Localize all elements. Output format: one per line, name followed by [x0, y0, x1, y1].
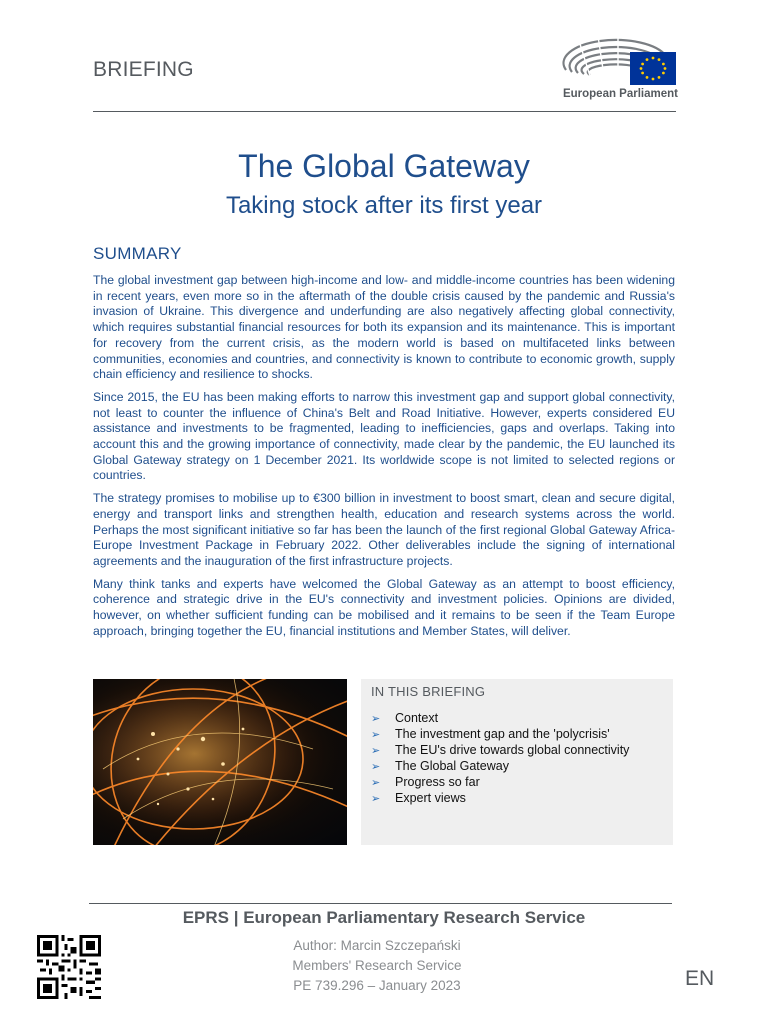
arrow-bullet-icon: ➢ — [371, 792, 381, 805]
toc-item-label: Progress so far — [395, 775, 480, 789]
footer-service: Members' Research Service — [292, 958, 462, 973]
summary-heading: SUMMARY — [93, 244, 182, 263]
document-type-label: BRIEFING — [93, 58, 194, 81]
toc-item — [371, 790, 629, 806]
page-subtitle: Taking stock after its first year — [225, 192, 543, 219]
toc-item-label: Context — [395, 711, 439, 725]
toc-item — [371, 774, 629, 790]
toc-item — [371, 758, 629, 774]
arrow-bullet-icon: ➢ — [371, 728, 381, 741]
summary-paragraph: Many think tanks and experts have welcomed the Global Gateway as an attempt to boost efficiency, coherence and strategic drive in the EU's connectivity and investment policies. Opinions are divided, however, on whether sufficient funding can be mobilised and it remains to be seen if the Team Europe approach, bringing together the EU, financial institutions and Member States, will deliver. — [93, 576, 675, 638]
european-parliament-logo — [560, 26, 678, 104]
summary-paragraph: The strategy promises to mobilise up to €300 billion in investment to boost smart, clean and secure digital, energy and transport links and strengthen health, education and research systems across the world. Perhaps the most significant initiative so far has been the launch of the first regional Global Gateway Africa-Europe Investment Package in February 2022. Other deliverables include the signing of international agreements and the inauguration of the first infrastructure projects. — [93, 491, 675, 568]
globe-network-image — [93, 679, 347, 845]
toc-item — [371, 742, 629, 758]
arrow-bullet-icon: ➢ — [371, 776, 381, 789]
footer-author: Author: Marcin Szczepański — [293, 938, 461, 953]
summary-paragraph: The global investment gap between high-income and low- and middle-income countries has been widening in recent years, even more so in the aftermath of the double crisis caused by the pandemic and Russia's invasion of Ukraine. This divergence and underfunding are also negatively affecting global connectivity, which requires substantial financial resources for both its expansion and its maintenance. This is important for recovery from the current crisis, as the modern world is based on multifaceted links between communities, economies and countries, and connectivity is known to contribute to economic growth, supply chain efficiency and resilience to shocks. — [93, 273, 675, 382]
toc-list — [371, 710, 629, 806]
toc-item — [371, 710, 629, 726]
logo-text: European Parliament — [562, 88, 678, 100]
in-this-briefing-box — [361, 679, 673, 845]
footer-reference: PE 739.296 – January 2023 — [293, 978, 461, 993]
arrow-bullet-icon: ➢ — [371, 760, 381, 773]
arrow-bullet-icon: ➢ — [371, 744, 381, 757]
summary-body — [93, 273, 675, 646]
toc-item-label: The Global Gateway — [395, 759, 509, 773]
qr-code-icon — [37, 935, 101, 999]
toc-item-label: Expert views — [395, 791, 466, 805]
language-code: EN — [685, 967, 715, 990]
toc-item-label: The EU's drive towards global connectivity — [395, 743, 630, 757]
toc-heading: IN THIS BRIEFING — [371, 684, 486, 699]
header-divider — [93, 111, 676, 112]
summary-paragraph: Since 2015, the EU has been making efforts to narrow this investment gap and support global connectivity, not least to counter the influence of China's Belt and Road Initiative. However, experts considered EU assistance and investments to be fragmented, leading to inefficiencies, gaps and overlaps. Taking into account this and the growing importance of connectivity, made clear by the pandemic, the EU launched its Global Gateway strategy on 1 December 2021. Its worldwide scope is not limited to selected regions or countries. — [93, 389, 675, 483]
footer-divider — [89, 903, 672, 904]
arrow-bullet-icon: ➢ — [371, 712, 381, 725]
toc-item-label: The investment gap and the 'polycrisis' — [395, 727, 610, 741]
toc-item — [371, 726, 629, 742]
page-title: The Global Gateway — [238, 148, 530, 184]
footer-organisation: EPRS | European Parliamentary Research Service — [182, 908, 586, 927]
